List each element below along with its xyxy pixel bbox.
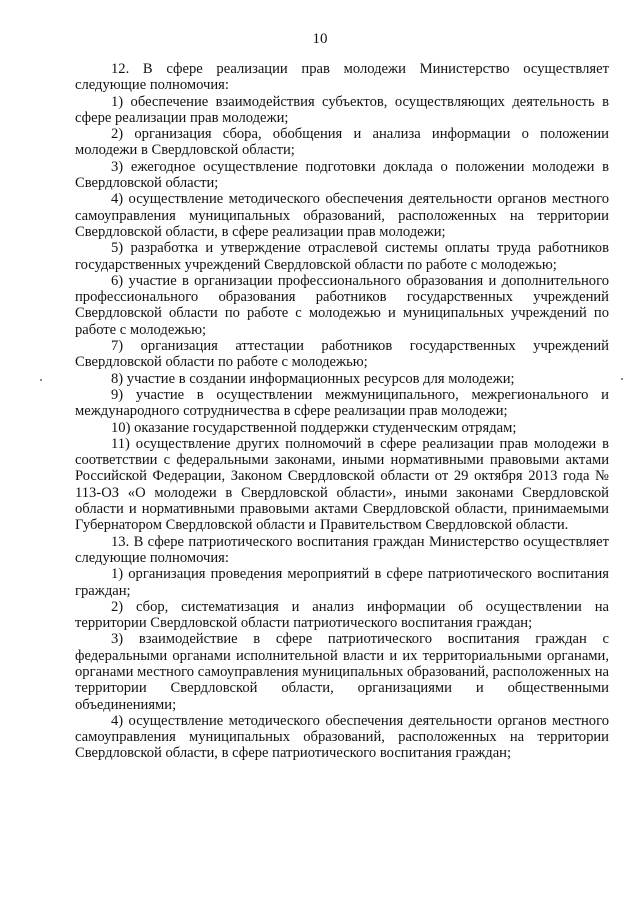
paragraph-12-item-1: 1) обеспечение взаимодействия субъектов, осуществляющих деятельность в сфере реализации прав молодежи; (75, 93, 609, 126)
paragraph-12-item-5: 5) разработка и утверждение отраслевой системы оплаты труда работников государственных учреждений Свердловской области по работе с молодежью; (75, 240, 609, 273)
paragraph-12-item-6: 6) участие в организации профессионального образования и дополнительного профессионального образования работников государственных учреждений Свердловской области по работе с молодежью и муниципальных учреждений по работе с молодежью; (75, 272, 609, 338)
paragraph-12-item-3: 3) ежегодное осуществление подготовки доклада о положении молодежи в Свердловской области; (75, 158, 609, 192)
paragraph-12-item-4: 4) осуществление методического обеспечения деятельности органов местного самоуправления муниципальных образований, расположенных на территории Свердловской области, в сфере реализации прав молодежи; (75, 191, 609, 240)
paragraph-12-item-2: 2) организация сбора, обобщения и анализа информации о положении молодежи в Свердловской области; (75, 126, 609, 159)
paragraph-12-heading: 12. В сфере реализации прав молодежи Министерство осуществляет следующие полномочия: (75, 61, 609, 94)
paragraph-12-item-8: 8) участие в создании информационных ресурсов для молодежи; (111, 370, 515, 387)
paragraph-12-item-7: 7) организация аттестации работников государственных учреждений Свердловской области по работе с молодежью; (75, 338, 609, 371)
document-body (75, 61, 609, 762)
page-number: 10 (312, 31, 328, 47)
paragraph-12-item-9: 9) участие в осуществлении межмуниципального, межрегионального и международного сотрудничества в сфере реализации прав молодежи; (75, 386, 609, 420)
scan-speck (40, 379, 42, 381)
paragraph-12-item-11: 11) осуществление других полномочий в сфере реализации прав молодежи в соответствии с федеральными законами, иными нормативными правовыми актами Российской Федерации, Законом Свердловской области от 29 октября 2013 года № 113-ОЗ «О молодежи в Свердловской области», иными законами Свердловской области и нормативными правовыми актами Свердловской области, принимаемыми Губернатором Свердловской области и Правительством Свердловской области. (75, 435, 609, 534)
paragraph-13-item-3: 3) взаимодействие в сфере патриотического воспитания граждан с федеральными органами исполнительной власти и их территориальными органами, органами местного самоуправления муниципальных образований, расположенных на территории Свердловской области, организациями и общественными объединениями; (75, 631, 609, 713)
paragraph-13-item-4: 4) осуществление методического обеспечения деятельности органов местного самоуправления муниципальных образований, расположенных на территории Свердловской области, в сфере патриотического воспитания граждан; (75, 712, 609, 762)
paragraph-13-item-2: 2) сбор, систематизация и анализ информации об осуществлении на территории Свердловской области патриотического воспитания граждан; (75, 598, 609, 632)
paragraph-12-item-10: 10) оказание государственной поддержки студенческим отрядам; (111, 419, 517, 436)
paragraph-13-item-1: 1) организация проведения мероприятий в сфере патриотического воспитания граждан; (75, 566, 609, 599)
scan-speck (621, 378, 623, 380)
paragraph-13-heading: 13. В сфере патриотического воспитания граждан Министерство осуществляет следующие полномочия: (75, 533, 609, 566)
